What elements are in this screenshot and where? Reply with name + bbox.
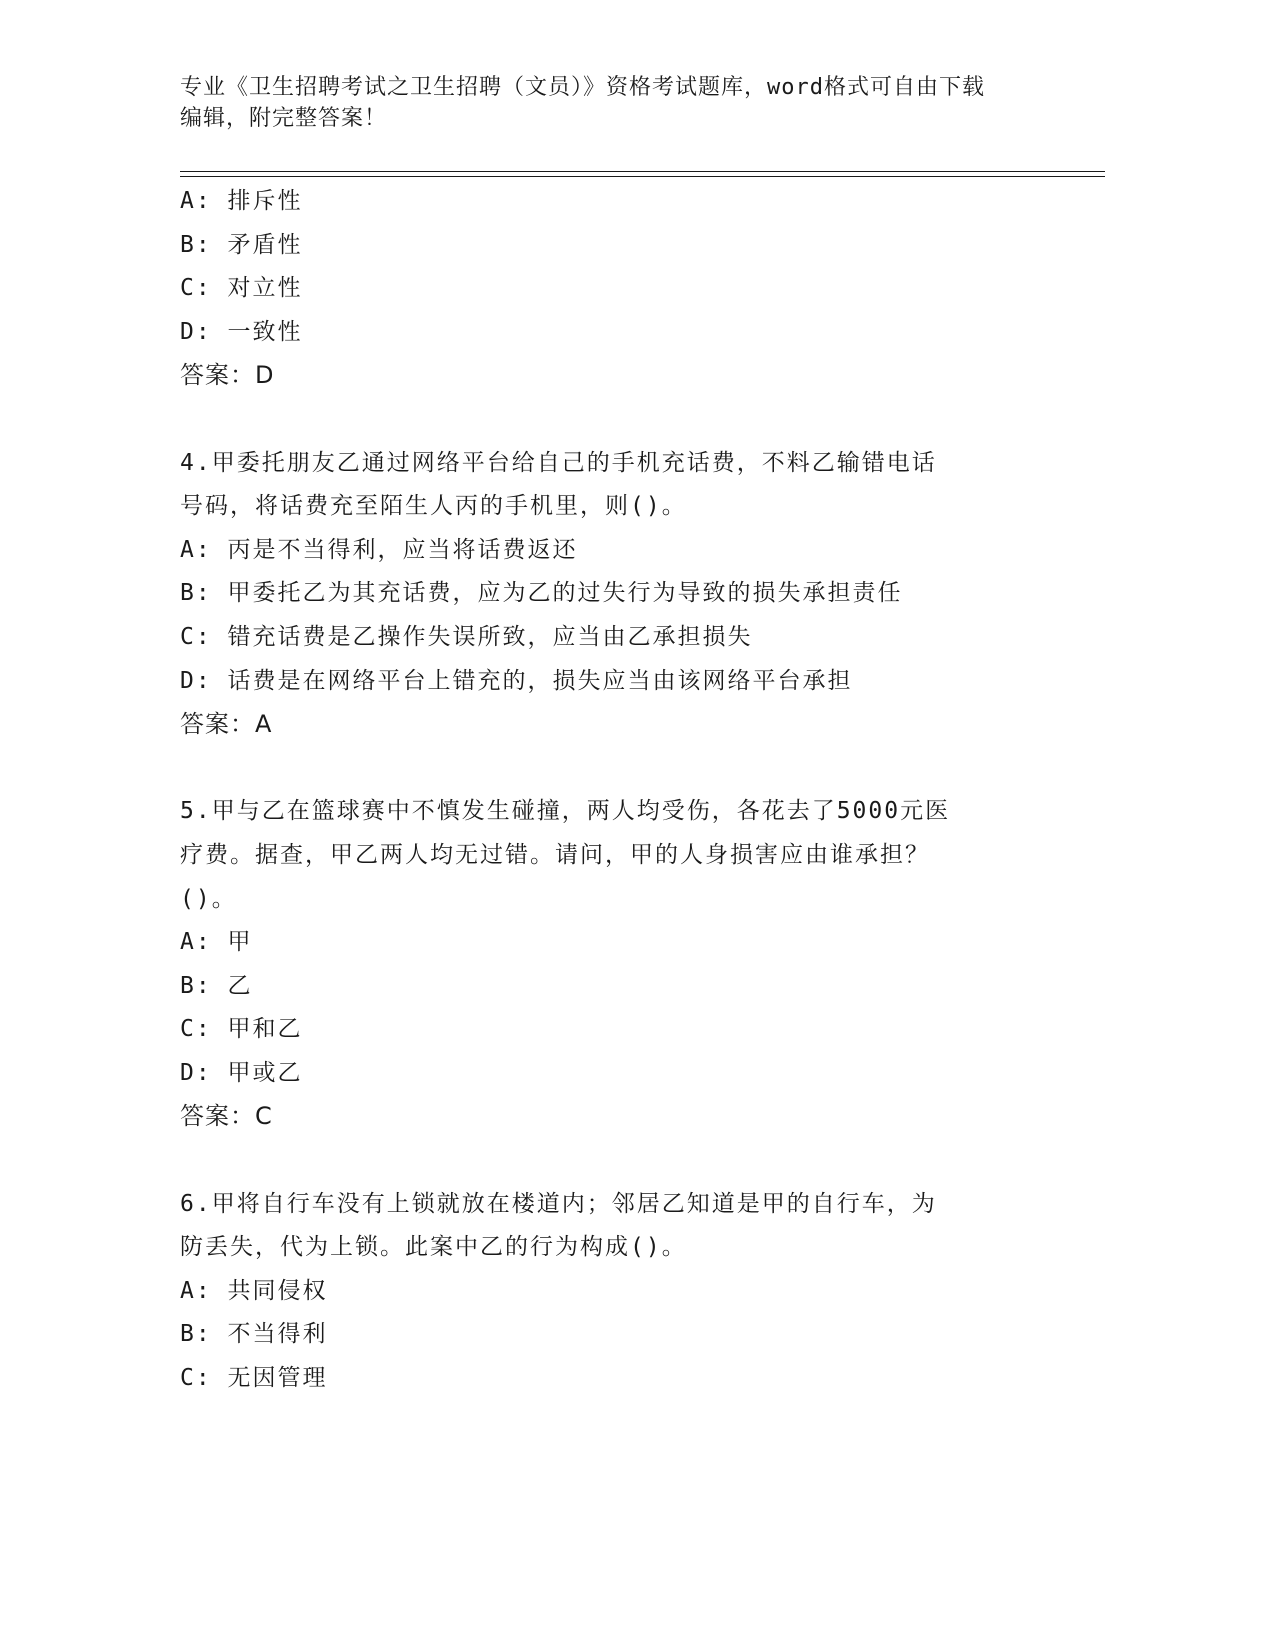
header-rule-top bbox=[180, 171, 1105, 172]
header-rule-bottom bbox=[180, 176, 1105, 177]
option-c: C: 无因管理 bbox=[180, 1365, 328, 1392]
spacer bbox=[180, 1139, 1040, 1183]
question-stem-line-1: 6.甲将自行车没有上锁就放在楼道内；邻居乙知道是甲的自行车，为 bbox=[180, 1190, 937, 1217]
question-stem-line-1: 4.甲委托朋友乙通过网络平台给自己的手机充话费，不料乙输错电话 bbox=[180, 449, 937, 476]
option-d: D: 一致性 bbox=[180, 318, 303, 345]
option-d: D: 话费是在网络平台上错充的，损失应当由该网络平台承担 bbox=[180, 667, 853, 694]
spacer bbox=[180, 398, 1040, 442]
document-header bbox=[180, 72, 1060, 134]
option-c: C: 甲和乙 bbox=[180, 1016, 303, 1043]
option-b: B: 矛盾性 bbox=[180, 231, 303, 258]
option-b: B: 乙 bbox=[180, 972, 253, 999]
option-b: B: 不当得利 bbox=[180, 1321, 328, 1348]
option-a: A: 丙是不当得利，应当将话费返还 bbox=[180, 536, 578, 563]
option-c: C: 错充话费是乙操作失误所致，应当由乙承担损失 bbox=[180, 623, 753, 650]
option-a: A: 排斥性 bbox=[180, 188, 303, 214]
option-a: A: 甲 bbox=[180, 929, 253, 956]
header-line-2: 编辑，附完整答案！ bbox=[180, 106, 388, 131]
question-stem-line-2: 号码，将话费充至陌生人丙的手机里，则()。 bbox=[180, 493, 687, 520]
question-stem-line-2: 疗费。据查，甲乙两人均无过错。请问，甲的人身损害应由谁承担？ bbox=[180, 841, 930, 868]
answer-line: 答案：A bbox=[180, 710, 273, 739]
question-6 bbox=[180, 1183, 1040, 1401]
answer-line: 答案：C bbox=[180, 1102, 273, 1131]
answer-line: 答案：D bbox=[180, 361, 275, 390]
option-a: A: 共同侵权 bbox=[180, 1277, 328, 1304]
question-5 bbox=[180, 790, 1040, 1139]
header-line-1: 专业《卫生招聘考试之卫生招聘（文员）》资格考试题库，word格式可自由下载 bbox=[180, 75, 985, 100]
question-stem-line-1: 5.甲与乙在篮球赛中不慎发生碰撞，两人均受伤，各花去了5000元医 bbox=[180, 798, 951, 825]
option-c: C: 对立性 bbox=[180, 275, 303, 302]
question-3 bbox=[180, 180, 1040, 398]
option-b: B: 甲委托乙为其充话费，应为乙的过失行为导致的损失承担责任 bbox=[180, 580, 903, 607]
spacer bbox=[180, 747, 1040, 791]
question-stem-line-3: ()。 bbox=[180, 885, 237, 912]
question-stem-line-2: 防丢失，代为上锁。此案中乙的行为构成()。 bbox=[180, 1234, 687, 1261]
option-d: D: 甲或乙 bbox=[180, 1059, 303, 1086]
question-list bbox=[180, 180, 1040, 1401]
question-4 bbox=[180, 442, 1040, 747]
